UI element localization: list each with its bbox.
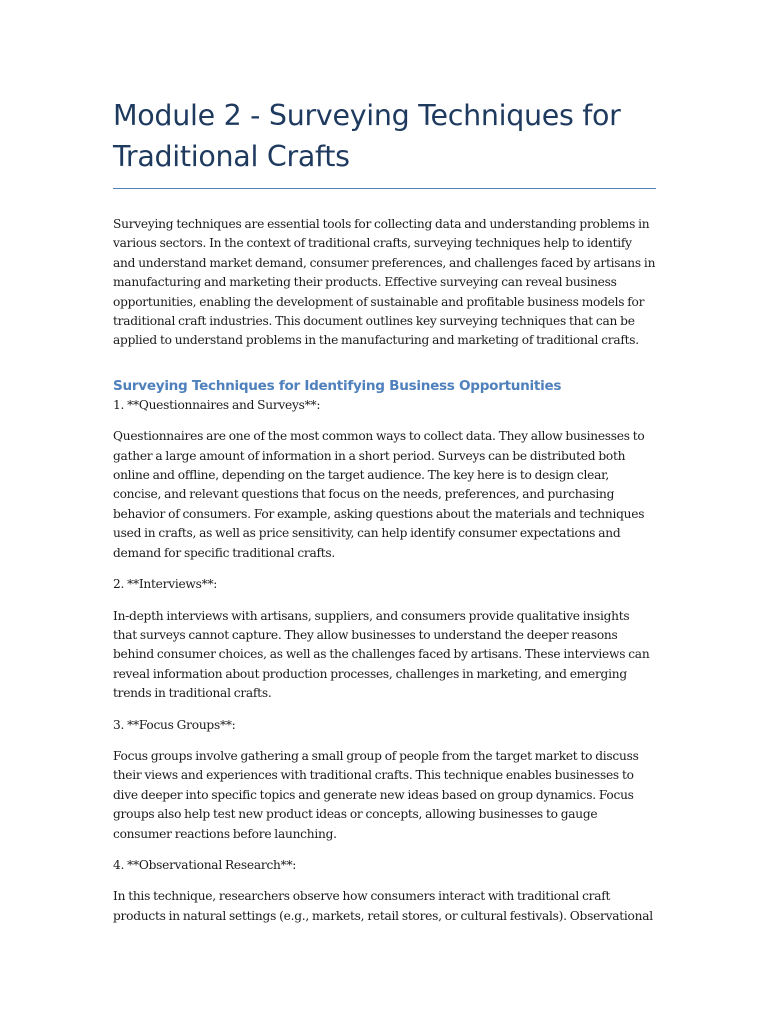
title-divider xyxy=(113,188,656,189)
intro-line: various sectors. In the context of traditional crafts, surveying techniques help to identify xyxy=(113,236,632,251)
document-page xyxy=(113,0,658,926)
paragraph-line: online and offline, depending on the target audience. The key here is to design clear, xyxy=(113,468,609,483)
paragraph-line: trends in traditional crafts. xyxy=(113,686,272,701)
paragraph-line: groups also help test new product ideas or concepts, allowing businesses to gauge xyxy=(113,807,598,822)
paragraph-line: gather a large amount of information in a short period. Surveys can be distributed both xyxy=(113,448,626,463)
paragraph-line: products in natural settings (e.g., markets, retail stores, or cultural festivals). Observational xyxy=(113,908,653,923)
intro-line: traditional craft industries. This document outlines key surveying techniques that can be xyxy=(113,314,635,329)
item-paragraph-questionnaires xyxy=(113,427,658,563)
paragraph-line: In-depth interviews with artisans, suppliers, and consumers provide qualitative insights xyxy=(113,608,630,623)
paragraph-line: that surveys cannot capture. They allow businesses to understand the deeper reasons xyxy=(113,627,618,642)
item-paragraph-observational-research xyxy=(113,887,658,926)
paragraph-line: reveal information about production processes, challenges in marketing, and emerging xyxy=(113,666,627,681)
paragraph-line: In this technique, researchers observe how consumers interact with traditional craft xyxy=(113,889,611,904)
item-title-interviews: 2. **Interviews**: xyxy=(113,577,218,592)
paragraph-line: used in crafts, as well as price sensitivity, can help identify consumer expectations and xyxy=(113,526,621,541)
paragraph-line: dive deeper into specific topics and generate new ideas based on group dynamics. Focus xyxy=(113,787,634,802)
paragraph-line: behind consumer choices, as well as the challenges faced by artisans. These interviews can xyxy=(113,647,650,662)
paragraph-line: concise, and relevant questions that focus on the needs, preferences, and purchasing xyxy=(113,487,615,502)
item-paragraph-focus-groups xyxy=(113,747,658,844)
paragraph-line: behavior of consumers. For example, asking questions about the materials and techniques xyxy=(113,506,645,521)
page-title xyxy=(113,0,658,177)
paragraph-line: demand for specific traditional crafts. xyxy=(113,545,336,560)
intro-line: and understand market demand, consumer preferences, and challenges faced by artisans in xyxy=(113,255,656,270)
intro-line: applied to understand problems in the manufacturing and marketing of traditional crafts. xyxy=(113,333,639,348)
title-line-1: Module 2 - Surveying Techniques for xyxy=(113,99,621,132)
title-line-2: Traditional Crafts xyxy=(113,140,350,173)
section-heading: Surveying Techniques for Identifying Business Opportunities xyxy=(113,377,562,394)
item-title-focus-groups: 3. **Focus Groups**: xyxy=(113,717,236,732)
item-paragraph-interviews xyxy=(113,607,658,704)
paragraph-line: Questionnaires are one of the most common ways to collect data. They allow businesses to xyxy=(113,429,645,444)
paragraph-line: Focus groups involve gathering a small group of people from the target market to discuss xyxy=(113,748,639,763)
intro-line: manufacturing and marketing their products. Effective surveying can reveal business xyxy=(113,275,617,290)
intro-paragraph xyxy=(113,215,658,351)
item-title-questionnaires: 1. **Questionnaires and Surveys**: xyxy=(113,397,321,412)
item-title-observational-research: 4. **Observational Research**: xyxy=(113,857,297,872)
intro-line: Surveying techniques are essential tools for collecting data and understanding problems in xyxy=(113,217,650,231)
paragraph-line: consumer reactions before launching. xyxy=(113,826,337,841)
intro-line: opportunities, enabling the development of sustainable and profitable business models for xyxy=(113,294,645,309)
paragraph-line: their views and experiences with traditional crafts. This technique enables businesses to xyxy=(113,768,634,783)
